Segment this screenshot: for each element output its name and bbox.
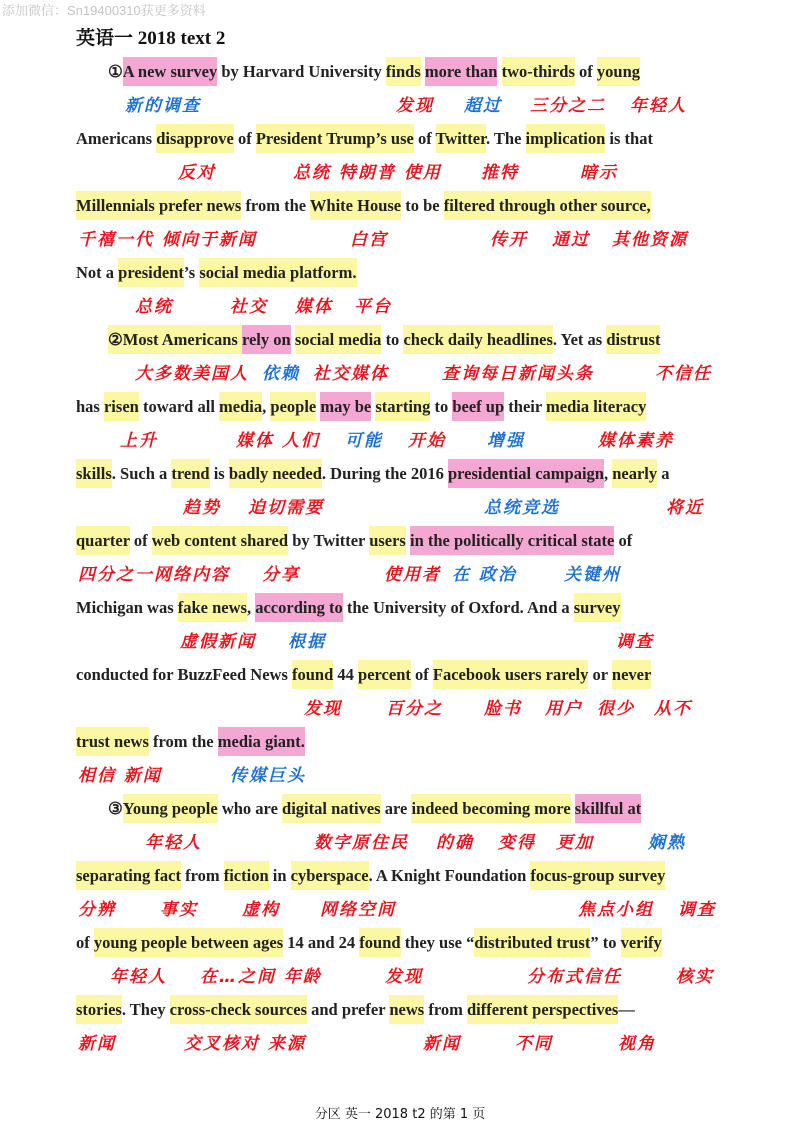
highlighted-phrase: ②Most Americans: [108, 325, 242, 354]
chinese-annotation: 超过: [464, 96, 502, 116]
chinese-annotation: 事实: [160, 900, 198, 920]
chinese-annotation: 开始: [408, 431, 446, 451]
chinese-annotation: 依赖: [262, 364, 300, 384]
english-line: [76, 995, 635, 1025]
text-run: are: [380, 799, 412, 818]
highlighted-phrase: filtered through other source,: [444, 191, 651, 220]
chinese-annotation: 数字原住民: [314, 833, 409, 853]
chinese-annotation: 社交: [230, 297, 268, 317]
text-run: from the: [241, 196, 310, 215]
highlighted-phrase: users: [369, 526, 406, 555]
chinese-annotation: 查询每日新闻头条: [442, 364, 594, 384]
highlighted-phrase: White House: [310, 191, 401, 220]
chinese-annotation: 总统: [135, 297, 173, 317]
text-run: conducted for BuzzFeed News: [76, 665, 292, 684]
highlighted-phrase: Facebook users rarely: [433, 660, 589, 689]
text-run: of: [410, 665, 433, 684]
highlighted-phrase: beef up: [452, 392, 504, 421]
highlighted-phrase: risen: [104, 392, 139, 421]
chinese-annotation: 从不: [654, 699, 692, 719]
text-run: who are: [217, 799, 283, 818]
chinese-annotation: 增强: [487, 431, 525, 451]
chinese-annotation: 社交媒体: [313, 364, 389, 384]
highlighted-phrase: stories: [76, 995, 122, 1024]
highlighted-phrase: in the politically critical state: [410, 526, 614, 555]
chinese-annotation: 四分之一网络内容: [78, 565, 230, 585]
chinese-annotation: 相信 新闻: [78, 766, 162, 786]
chinese-annotation: 推特: [481, 163, 519, 183]
highlighted-phrase: check daily headlines: [403, 325, 552, 354]
chinese-annotation: 脸书: [484, 699, 522, 719]
highlighted-phrase: presidential campaign: [448, 459, 604, 488]
highlighted-phrase: digital natives: [282, 794, 381, 823]
chinese-annotation: 发现: [304, 699, 342, 719]
highlighted-phrase: focus-group survey: [530, 861, 665, 890]
english-line: [76, 861, 665, 891]
highlighted-phrase: separating fact: [76, 861, 181, 890]
text-run: . Yet as: [552, 330, 607, 349]
highlighted-phrase: people: [270, 392, 316, 421]
chinese-annotation: 变得: [498, 833, 536, 853]
highlighted-phrase: rely on: [242, 325, 291, 354]
highlighted-phrase: social media platform.: [199, 258, 356, 287]
english-line: [76, 928, 662, 958]
highlighted-phrase: found: [359, 928, 400, 957]
text-run: a: [657, 464, 670, 483]
chinese-annotation: 在…之间 年龄: [200, 967, 322, 987]
chinese-annotation: 媒体素养: [598, 431, 674, 451]
text-run: they use “: [400, 933, 475, 952]
text-run: of: [129, 531, 152, 550]
text-run: . They: [121, 1000, 170, 1019]
chinese-annotation: 将近: [666, 498, 704, 518]
chinese-annotation: 反对: [178, 163, 216, 183]
chinese-annotation: 三分之二: [530, 96, 606, 116]
highlighted-phrase: president: [118, 258, 184, 287]
text-run: is that: [605, 129, 653, 148]
text-run: ,: [603, 464, 613, 483]
chinese-annotation: 虚假新闻: [180, 632, 256, 652]
highlighted-phrase: disapprove: [156, 124, 234, 153]
text-run: from: [180, 866, 224, 885]
chinese-annotation: 总统 特朗普 使用: [293, 163, 442, 183]
text-run: of: [614, 531, 633, 550]
chinese-annotation: 焦点小组: [578, 900, 654, 920]
text-run: . The: [485, 129, 526, 148]
english-line: [76, 727, 305, 757]
chinese-annotation: 可能: [345, 431, 383, 451]
text-run: is: [209, 464, 229, 483]
highlighted-phrase: cross-check sources: [170, 995, 307, 1024]
chinese-annotation: 不信任: [655, 364, 712, 384]
highlighted-phrase: media: [219, 392, 262, 421]
highlighted-phrase: fake news: [178, 593, 247, 622]
text-run: —: [618, 1000, 635, 1019]
text-run: from: [424, 1000, 467, 1019]
text-run: . During the 2016: [321, 464, 448, 483]
highlighted-phrase: distributed trust: [474, 928, 590, 957]
english-line: [76, 124, 653, 154]
text-run: to be: [401, 196, 444, 215]
highlighted-phrase: news: [389, 995, 424, 1024]
chinese-annotation: 用户: [545, 699, 583, 719]
text-run: ①: [108, 62, 123, 81]
chinese-annotation: 白宫: [350, 230, 388, 250]
highlighted-phrase: Young people: [123, 794, 218, 823]
text-run: the University of Oxford. And a: [342, 598, 574, 617]
chinese-annotation: 总统竞选: [484, 498, 560, 518]
text-run: ,: [262, 397, 271, 416]
chinese-annotation: 迫切需要: [248, 498, 324, 518]
text-run: of: [233, 129, 256, 148]
chinese-annotation: 根据: [288, 632, 326, 652]
chinese-annotation: 暗示: [580, 163, 618, 183]
text-run: from the: [148, 732, 218, 751]
highlighted-phrase: Twitter: [436, 124, 486, 153]
english-line: [76, 660, 651, 690]
text-run: toward all: [138, 397, 220, 416]
chinese-annotation: 传媒巨头: [230, 766, 306, 786]
chinese-annotation: 核实: [676, 967, 714, 987]
highlighted-phrase: quarter: [76, 526, 130, 555]
text-run: of: [76, 933, 94, 952]
chinese-annotation: 发现: [396, 96, 434, 116]
chinese-annotation: 趋势: [183, 498, 221, 518]
chinese-annotation: 调查: [678, 900, 716, 920]
chinese-annotation: 交叉核对 来源: [184, 1034, 306, 1054]
text-run: 14 and 24: [283, 933, 360, 952]
highlighted-phrase: nearly: [612, 459, 657, 488]
text-run: ’s: [183, 263, 200, 282]
text-run: to: [430, 397, 453, 416]
highlighted-phrase: finds: [386, 57, 421, 86]
text-run: in: [268, 866, 291, 885]
text-run: 44: [333, 665, 359, 684]
chinese-annotation: 调查: [616, 632, 654, 652]
highlighted-phrase: found: [292, 660, 333, 689]
highlighted-phrase: percent: [358, 660, 411, 689]
highlighted-phrase: cyberspace: [291, 861, 369, 890]
highlighted-phrase: verify: [621, 928, 662, 957]
text-run: [497, 57, 501, 86]
text-run: to: [381, 330, 404, 349]
chinese-annotation: 分辨: [78, 900, 116, 920]
chinese-annotation: 娴熟: [648, 833, 686, 853]
text-run: and prefer: [307, 1000, 390, 1019]
chinese-annotation: 年轻人: [630, 96, 687, 116]
highlighted-phrase: more than: [425, 57, 498, 86]
highlighted-phrase: social media: [295, 325, 382, 354]
text-run: or: [588, 665, 612, 684]
english-line: [108, 325, 660, 355]
chinese-annotation: 新闻: [78, 1034, 116, 1054]
chinese-annotation: 年轻人: [145, 833, 202, 853]
highlighted-phrase: distrust: [606, 325, 660, 354]
highlighted-phrase: starting: [375, 392, 430, 421]
highlighted-phrase: young: [597, 57, 640, 86]
highlighted-phrase: skills: [76, 459, 112, 488]
chinese-annotation: 传开: [490, 230, 528, 250]
text-run: ,: [246, 598, 256, 617]
text-run: Michigan was: [76, 598, 178, 617]
highlighted-phrase: never: [612, 660, 651, 689]
chinese-annotation: 虚构: [242, 900, 280, 920]
chinese-annotation: 视角: [618, 1034, 656, 1054]
chinese-annotation: 在 政治: [452, 565, 517, 585]
highlighted-phrase: young people between ages: [94, 928, 283, 957]
highlighted-phrase: web content shared: [152, 526, 288, 555]
text-run: Not a: [76, 263, 119, 282]
chinese-annotation: 千禧一代 倾向于新闻: [78, 230, 257, 250]
english-line: [76, 593, 621, 623]
text-run: by Harvard University: [217, 62, 386, 81]
text-run: . A Knight Foundation: [368, 866, 531, 885]
highlighted-phrase: may be: [320, 392, 371, 421]
highlighted-phrase: Millennials prefer news: [76, 191, 241, 220]
chinese-annotation: 关键州: [564, 565, 621, 585]
highlighted-phrase: badly needed: [229, 459, 322, 488]
highlighted-phrase: fiction: [224, 861, 269, 890]
chinese-annotation: 发现: [385, 967, 423, 987]
chinese-annotation: 很少: [597, 699, 635, 719]
chinese-annotation: 不同: [515, 1034, 553, 1054]
chinese-annotation: 媒体 人们: [236, 431, 320, 451]
page-title: 英语一 2018 text 2: [76, 28, 226, 49]
chinese-annotation: 大多数美国人: [135, 364, 249, 384]
text-run: has: [76, 397, 104, 416]
chinese-annotation: 百分之: [386, 699, 443, 719]
highlighted-phrase: media giant.: [218, 727, 305, 756]
highlighted-phrase: indeed becoming more: [411, 794, 570, 823]
highlighted-phrase: trend: [171, 459, 209, 488]
text-run: ③: [108, 799, 123, 818]
english-line: [108, 57, 640, 87]
english-line: [76, 392, 646, 422]
text-run: of: [574, 62, 597, 81]
text-run: their: [504, 397, 547, 416]
chinese-annotation: 更加: [556, 833, 594, 853]
chinese-annotation: 分享: [262, 565, 300, 585]
english-line: [76, 191, 651, 221]
chinese-annotation: 使用者: [384, 565, 441, 585]
chinese-annotation: 媒体: [295, 297, 333, 317]
chinese-annotation: 上升: [120, 431, 158, 451]
page-footer: 分区 英一 2018 t2 的第 1 页: [314, 1107, 486, 1122]
chinese-annotation: 年轻人: [110, 967, 167, 987]
text-run: of: [413, 129, 436, 148]
chinese-annotation: 其他资源: [612, 230, 688, 250]
english-line: [76, 526, 632, 556]
chinese-annotation: 通过: [552, 230, 590, 250]
highlighted-phrase: trust news: [76, 727, 149, 756]
highlighted-phrase: according to: [255, 593, 343, 622]
text-run: by Twitter: [288, 531, 370, 550]
english-line: [76, 459, 670, 489]
highlighted-phrase: President Trump’s use: [256, 124, 414, 153]
highlighted-phrase: A new survey: [123, 57, 217, 86]
chinese-annotation: 新闻: [423, 1034, 461, 1054]
highlighted-phrase: different perspectives: [467, 995, 618, 1024]
text-run: Americans: [76, 129, 157, 148]
chinese-annotation: 的确: [436, 833, 474, 853]
highlighted-phrase: two-thirds: [502, 57, 575, 86]
chinese-annotation: 分布式信任: [527, 967, 622, 987]
text-run: . Such a: [111, 464, 172, 483]
chinese-annotation: 新的调查: [125, 96, 201, 116]
chinese-annotation: 网络空间: [320, 900, 396, 920]
highlighted-phrase: media literacy: [546, 392, 646, 421]
english-line: [76, 258, 357, 288]
text-run: ” to: [590, 933, 621, 952]
chinese-annotation: 平台: [354, 297, 392, 317]
highlighted-phrase: implication: [526, 124, 606, 153]
english-line: [108, 794, 641, 824]
highlighted-phrase: survey: [574, 593, 621, 622]
watermark: 添加微信：Sn19400310获更多资料: [2, 3, 206, 18]
highlighted-phrase: skillful at: [575, 794, 641, 823]
